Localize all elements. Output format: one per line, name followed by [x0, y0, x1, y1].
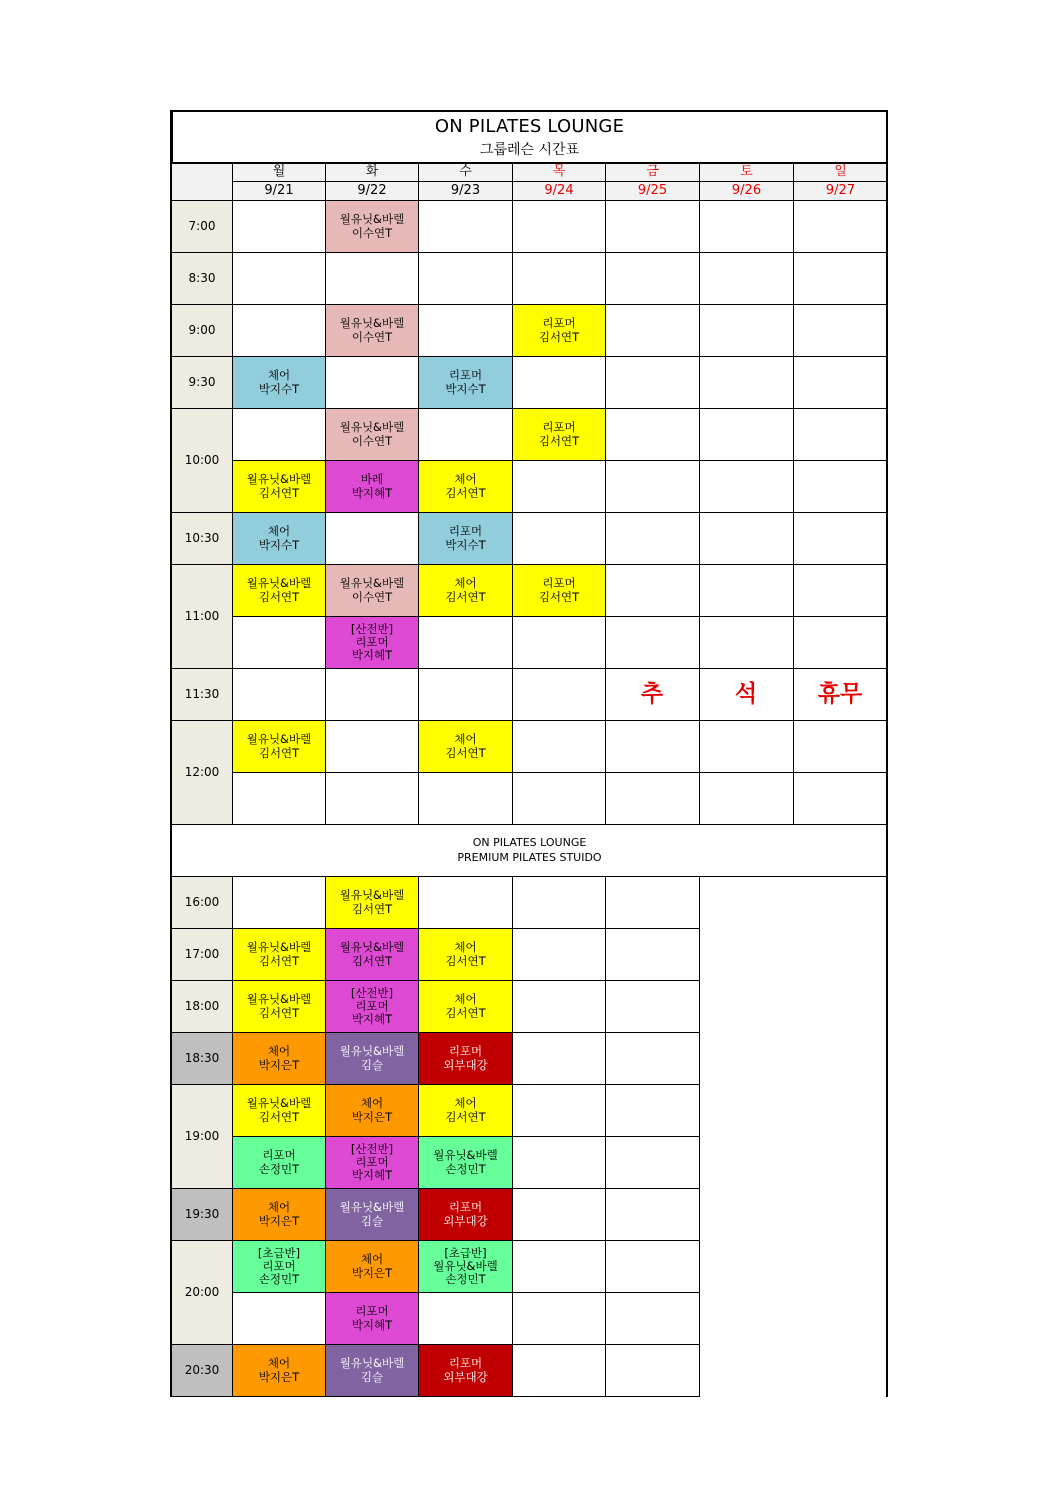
empty-cell: [605, 200, 700, 253]
holiday-label: 휴무: [794, 669, 886, 720]
day-name: 일: [793, 163, 888, 182]
empty-cell: [699, 200, 794, 253]
empty-cell: [605, 304, 700, 357]
class-cell: 체어 김서연T: [418, 928, 513, 981]
class-cell: 체어 박지수T: [232, 356, 326, 409]
empty-cell: [232, 252, 326, 305]
class-cell: 월유닛&바렐 김서연T: [232, 564, 326, 617]
holiday-label: 석: [700, 669, 792, 720]
empty-cell: [699, 564, 794, 617]
empty-cell: [512, 876, 606, 929]
class-cell: [산전반] 리포머 박지혜T: [325, 616, 419, 669]
class-cell: [초급반] 월유닛&바렐 손정민T: [418, 1240, 513, 1293]
empty-cell: [512, 460, 606, 513]
class-cell: 월유닛&바렐 김서연T: [325, 928, 419, 981]
empty-cell: [512, 1032, 606, 1085]
class-cell: 월유닛&바렐 김서연T: [232, 928, 326, 981]
empty-cell: [793, 200, 888, 253]
empty-cell: [232, 772, 326, 825]
class-cell: 리포머 외부대강: [418, 1032, 513, 1085]
empty-cell: [793, 720, 888, 773]
empty-cell: [605, 460, 700, 513]
empty-cell: [793, 252, 888, 305]
empty-cell: [605, 512, 700, 565]
empty-cell: [512, 1292, 606, 1345]
time-slot: 11:00: [171, 564, 233, 669]
class-cell: [산전반] 리포머 박지혜T: [325, 1136, 419, 1189]
day-name: 화: [325, 163, 419, 182]
empty-cell: [232, 408, 326, 461]
time-slot: 10:30: [171, 512, 233, 565]
empty-cell: [512, 1084, 606, 1137]
class-cell: 월유닛&바렐 김서연T: [232, 980, 326, 1033]
empty-cell: [699, 408, 794, 461]
class-cell: 리포머 박지수T: [418, 512, 513, 565]
class-cell: 체어 김서연T: [418, 720, 513, 773]
empty-cell: [512, 1188, 606, 1241]
class-cell: 월유닛&바렐 김슬: [325, 1188, 419, 1241]
empty-cell: [793, 356, 888, 409]
empty-cell: [793, 616, 888, 669]
empty-cell: [418, 408, 513, 461]
day-name: 금: [605, 163, 700, 182]
day-date: 9/25: [605, 181, 700, 201]
empty-cell: [418, 876, 513, 929]
time-slot: 20:00: [171, 1240, 233, 1345]
studio-name: ON PILATES LOUNGE: [472, 836, 587, 850]
day-date: 9/24: [512, 181, 606, 201]
empty-cell: [605, 1188, 700, 1241]
class-cell: 월유닛&바렐 김서연T: [325, 876, 419, 929]
class-cell: 월유닛&바렐 김서연T: [232, 1084, 326, 1137]
time-slot: 16:00: [171, 876, 233, 929]
studio-tagline: PREMIUM PILATES STUIDO: [457, 850, 602, 864]
empty-cell: [418, 772, 513, 825]
empty-cell: [512, 668, 606, 721]
title-block: [171, 110, 888, 163]
empty-cell: [699, 616, 794, 669]
class-cell: 월유닛&바렐 이수연T: [325, 200, 419, 253]
holiday-label: 추: [606, 669, 698, 720]
empty-cell: [418, 304, 513, 357]
class-cell: 리포머 김서연T: [512, 304, 606, 357]
day-date: 9/27: [793, 181, 888, 201]
time-slot: 9:00: [171, 304, 233, 357]
class-cell: 월유닛&바렐 이수연T: [325, 564, 419, 617]
empty-cell: [793, 304, 888, 357]
empty-cell: [512, 1344, 606, 1397]
empty-cell: [512, 512, 606, 565]
empty-cell: [605, 772, 700, 825]
empty-cell: [699, 512, 794, 565]
empty-cell: [605, 1344, 700, 1397]
time-slot: 9:30: [171, 356, 233, 409]
class-cell: 월유닛&바렐 손정민T: [418, 1136, 513, 1189]
day-name: 토: [699, 163, 794, 182]
empty-cell: [699, 252, 794, 305]
class-cell: 리포머 손정민T: [232, 1136, 326, 1189]
time-slot: 7:00: [171, 200, 233, 253]
empty-cell: [793, 512, 888, 565]
empty-cell: [418, 252, 513, 305]
empty-cell: [793, 564, 888, 617]
empty-cell: [232, 1292, 326, 1345]
empty-cell: [605, 356, 700, 409]
class-cell: 리포머 김서연T: [512, 408, 606, 461]
page-subtitle: 그룹레슨 시간표: [479, 141, 580, 158]
empty-cell: [605, 928, 700, 981]
empty-cell: [232, 668, 326, 721]
time-slot: 18:30: [171, 1032, 233, 1085]
empty-cell: [699, 460, 794, 513]
class-cell: 월유닛&바렐 김서연T: [232, 460, 326, 513]
class-cell: 리포머 박지혜T: [325, 1292, 419, 1345]
class-cell: [초급반] 리포머 손정민T: [232, 1240, 326, 1293]
empty-cell: [325, 668, 419, 721]
class-cell: 리포머 박지수T: [418, 356, 513, 409]
empty-cell: [418, 668, 513, 721]
day-name: 목: [512, 163, 606, 182]
day-date: 9/26: [699, 181, 794, 201]
time-slot: 11:30: [171, 668, 233, 721]
empty-cell: [512, 720, 606, 773]
empty-cell: [699, 772, 794, 825]
empty-cell: [325, 252, 419, 305]
empty-cell: [605, 980, 700, 1033]
empty-cell: [793, 460, 888, 513]
empty-cell: [605, 876, 700, 929]
class-cell: 체어 박지은T: [232, 1344, 326, 1397]
class-cell: 체어 박지은T: [232, 1188, 326, 1241]
time-slot: 10:00: [171, 408, 233, 513]
empty-cell: [605, 1084, 700, 1137]
empty-cell: [325, 356, 419, 409]
empty-cell: [793, 408, 888, 461]
frame-right: [886, 110, 888, 1397]
empty-cell: [699, 356, 794, 409]
empty-cell: [605, 252, 700, 305]
time-slot: 8:30: [171, 252, 233, 305]
time-slot: 20:30: [171, 1344, 233, 1397]
class-cell: 체어 김서연T: [418, 564, 513, 617]
empty-cell: [512, 980, 606, 1033]
class-cell: 월유닛&바렐 이수연T: [325, 304, 419, 357]
class-cell: 체어 박지수T: [232, 512, 326, 565]
empty-cell: [605, 1240, 700, 1293]
time-slot: 18:00: [171, 980, 233, 1033]
empty-cell: [512, 200, 606, 253]
studio-banner: [171, 824, 888, 877]
class-cell: 리포머 외부대강: [418, 1344, 513, 1397]
empty-cell: [232, 616, 326, 669]
class-cell: 월유닛&바렐 김서연T: [232, 720, 326, 773]
empty-cell: [232, 876, 326, 929]
empty-cell: [512, 772, 606, 825]
empty-cell: [512, 252, 606, 305]
empty-cell: [325, 720, 419, 773]
empty-cell: [699, 720, 794, 773]
empty-cell: [605, 1032, 700, 1085]
class-cell: 체어 박지은T: [325, 1084, 419, 1137]
empty-cell: [605, 616, 700, 669]
empty-cell: [605, 720, 700, 773]
class-cell: 체어 박지은T: [232, 1032, 326, 1085]
class-cell: 체어 김서연T: [418, 460, 513, 513]
day-date: 9/21: [232, 181, 326, 201]
class-cell: 월유닛&바렐 김슬: [325, 1032, 419, 1085]
empty-cell: [232, 304, 326, 357]
empty-cell: [605, 1292, 700, 1345]
header-corner: [171, 163, 233, 201]
class-cell: 월유닛&바렐 이수연T: [325, 408, 419, 461]
empty-cell: [418, 1292, 513, 1345]
time-slot: 19:00: [171, 1084, 233, 1189]
time-slot: 17:00: [171, 928, 233, 981]
empty-cell: [325, 512, 419, 565]
class-cell: 체어 박지은T: [325, 1240, 419, 1293]
empty-cell: [605, 1136, 700, 1189]
day-date: 9/23: [418, 181, 513, 201]
day-name: 월: [232, 163, 326, 182]
empty-cell: [512, 1136, 606, 1189]
empty-cell: [325, 772, 419, 825]
frame-left: [170, 110, 172, 1397]
empty-cell: [605, 564, 700, 617]
class-cell: 리포머 외부대강: [418, 1188, 513, 1241]
page-title: ON PILATES LOUNGE: [434, 115, 625, 137]
class-cell: 리포머 김서연T: [512, 564, 606, 617]
empty-cell: [699, 304, 794, 357]
class-cell: 체어 김서연T: [418, 980, 513, 1033]
day-name: 수: [418, 163, 513, 182]
empty-cell: [418, 616, 513, 669]
day-date: 9/22: [325, 181, 419, 201]
empty-cell: [512, 616, 606, 669]
time-slot: 12:00: [171, 720, 233, 825]
empty-cell: [512, 356, 606, 409]
empty-cell: [418, 200, 513, 253]
empty-cell: [512, 1240, 606, 1293]
class-cell: [산전반] 리포머 박지혜T: [325, 980, 419, 1033]
class-cell: 체어 김서연T: [418, 1084, 513, 1137]
time-slot: 19:30: [171, 1188, 233, 1241]
empty-cell: [232, 200, 326, 253]
empty-cell: [605, 408, 700, 461]
class-cell: 월유닛&바렐 김슬: [325, 1344, 419, 1397]
class-cell: 바레 박지혜T: [325, 460, 419, 513]
empty-cell: [793, 772, 888, 825]
empty-cell: [512, 928, 606, 981]
